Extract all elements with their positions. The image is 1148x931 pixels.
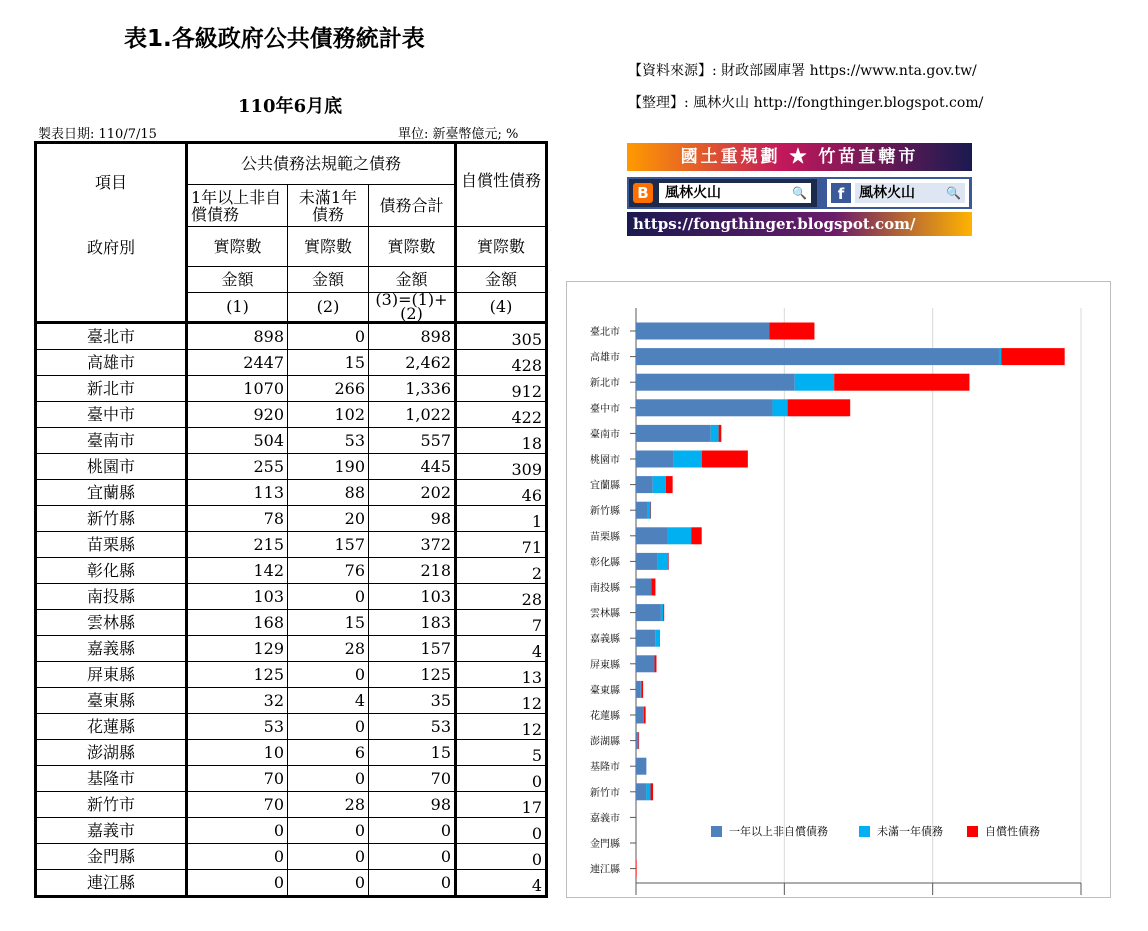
row-gov-name: 連江縣 xyxy=(36,870,187,897)
bar-self-liquidating xyxy=(636,860,637,877)
table-row xyxy=(36,558,547,584)
row-col2-value: 0 xyxy=(288,714,369,740)
row-col1-value: 0 xyxy=(187,870,288,897)
table-row xyxy=(36,584,547,610)
category-label: 宜蘭縣 xyxy=(590,480,620,492)
header-self-liquidating: 自償性債務 xyxy=(456,143,547,227)
row-col3-value: 372 xyxy=(369,532,456,558)
row-col4-value: 13 xyxy=(456,662,547,688)
bar-long-term xyxy=(636,502,648,519)
row-col2-value: 0 xyxy=(288,766,369,792)
bar-short-term xyxy=(655,630,659,647)
row-gov-name: 新竹縣 xyxy=(36,506,187,532)
row-col4-value: 4 xyxy=(456,636,547,662)
bar-long-term xyxy=(636,399,772,416)
legend-swatch xyxy=(859,826,870,837)
category-label: 金門縣 xyxy=(590,839,620,850)
row-col3-value: 157 xyxy=(369,636,456,662)
row-col1-value: 215 xyxy=(187,532,288,558)
row-col3-value: 557 xyxy=(369,428,456,454)
row-col1-value: 103 xyxy=(187,584,288,610)
row-gov-name: 臺東縣 xyxy=(36,688,187,714)
bar-self-liquidating xyxy=(651,502,652,519)
row-col1-value: 129 xyxy=(187,636,288,662)
row-col4-value: 305 xyxy=(456,323,547,350)
row-col1-value: 113 xyxy=(187,480,288,506)
bar-long-term xyxy=(636,630,655,647)
row-col1-value: 0 xyxy=(187,818,288,844)
header-n4: (4) xyxy=(456,293,547,323)
bar-self-liquidating xyxy=(651,579,655,596)
row-gov-name: 彰化縣 xyxy=(36,558,187,584)
row-col2-value: 190 xyxy=(288,454,369,480)
table-row xyxy=(36,740,547,766)
row-col2-value: 28 xyxy=(288,792,369,818)
bar-self-liquidating xyxy=(651,783,654,800)
header-group: 公共債務法規範之債務 xyxy=(187,143,456,185)
row-col1-value: 168 xyxy=(187,610,288,636)
table-row xyxy=(36,688,547,714)
row-gov-name: 臺南市 xyxy=(36,428,187,454)
debt-chart-svg xyxy=(567,282,1112,899)
row-col1-value: 0 xyxy=(187,844,288,870)
legend-label: 一年以上非自償債務 xyxy=(729,825,828,838)
bar-short-term xyxy=(648,502,651,519)
header-n1: (1) xyxy=(187,293,288,323)
date-label: 製表日期: 110/7/15 xyxy=(38,127,157,142)
row-col1-value: 70 xyxy=(187,766,288,792)
row-col3-value: 1,022 xyxy=(369,402,456,428)
row-gov-name: 新北市 xyxy=(36,376,187,402)
row-col4-value: 18 xyxy=(456,428,547,454)
header-actual-4: 實際數 xyxy=(456,227,547,267)
legend-label: 自償性債務 xyxy=(985,825,1040,838)
row-col2-value: 76 xyxy=(288,558,369,584)
row-gov-name: 高雄市 xyxy=(36,350,187,376)
row-gov-name: 臺北市 xyxy=(36,323,187,350)
row-col4-value: 12 xyxy=(456,714,547,740)
row-col3-value: 2,462 xyxy=(369,350,456,376)
table-row xyxy=(36,402,547,428)
category-label: 新竹縣 xyxy=(590,506,620,518)
source-line[interactable]: 【資料來源】: 財政部國庫署 https://www.nta.gov.tw/ xyxy=(628,63,977,79)
row-col4-value: 46 xyxy=(456,480,547,506)
row-gov-name: 花蓮縣 xyxy=(36,714,187,740)
row-col4-value: 428 xyxy=(456,350,547,376)
bar-long-term xyxy=(636,681,641,698)
row-gov-name: 嘉義縣 xyxy=(36,636,187,662)
header-gov: 政府別 xyxy=(36,227,187,323)
row-gov-name: 南投縣 xyxy=(36,584,187,610)
unit-label: 單位: 新臺幣億元; % xyxy=(398,127,519,142)
row-gov-name: 澎湖縣 xyxy=(36,740,187,766)
row-col4-value: 912 xyxy=(456,376,547,402)
row-col2-value: 0 xyxy=(288,662,369,688)
blogger-name xyxy=(659,183,811,203)
row-col1-value: 142 xyxy=(187,558,288,584)
bar-self-liquidating xyxy=(691,527,702,544)
row-col4-value: 2 xyxy=(456,558,547,584)
blog-banner[interactable] xyxy=(627,143,972,236)
debt-table xyxy=(34,141,548,898)
row-col2-value: 88 xyxy=(288,480,369,506)
row-col1-value: 70 xyxy=(187,792,288,818)
bar-long-term xyxy=(636,783,646,800)
header-amount-2: 金額 xyxy=(288,267,369,293)
bar-short-term xyxy=(999,348,1001,365)
row-col3-value: 898 xyxy=(369,323,456,350)
bar-self-liquidating xyxy=(668,553,669,570)
category-label: 臺中市 xyxy=(590,403,620,415)
row-gov-name: 基隆市 xyxy=(36,766,187,792)
bar-short-term xyxy=(657,553,668,570)
bar-self-liquidating xyxy=(769,323,814,340)
bar-long-term xyxy=(636,732,637,749)
row-col3-value: 1,336 xyxy=(369,376,456,402)
table-row xyxy=(36,610,547,636)
row-col1-value: 898 xyxy=(187,323,288,350)
category-label: 彰化縣 xyxy=(590,557,620,569)
debt-chart xyxy=(566,281,1111,898)
blogger-name-text: 風林火山 xyxy=(665,185,721,201)
category-label: 新竹市 xyxy=(590,787,620,799)
table-row xyxy=(36,636,547,662)
search-icon: 🔍 xyxy=(792,186,807,200)
bar-self-liquidating xyxy=(788,399,851,416)
compiled-line[interactable]: 【整理】: 風林火山 http://fongthinger.blogspot.com/ xyxy=(628,95,984,111)
table-row xyxy=(36,480,547,506)
document-title: 表1.各級政府公共債務統計表 xyxy=(124,26,425,52)
row-gov-name: 苗栗縣 xyxy=(36,532,187,558)
row-col4-value: 7 xyxy=(456,610,547,636)
row-col1-value: 255 xyxy=(187,454,288,480)
bar-short-term xyxy=(641,681,642,698)
bar-long-term xyxy=(636,579,651,596)
bar-short-term xyxy=(711,425,719,442)
bar-long-term xyxy=(636,374,795,391)
row-col1-value: 78 xyxy=(187,506,288,532)
row-col2-value: 15 xyxy=(288,610,369,636)
header-n3: (3)=(1)+(2) xyxy=(369,293,456,323)
row-gov-name: 宜蘭縣 xyxy=(36,480,187,506)
row-col2-value: 157 xyxy=(288,532,369,558)
bar-self-liquidating xyxy=(659,630,660,647)
row-gov-name: 嘉義市 xyxy=(36,818,187,844)
row-col3-value: 70 xyxy=(369,766,456,792)
bar-short-term xyxy=(674,451,702,468)
row-gov-name: 屏東縣 xyxy=(36,662,187,688)
category-label: 桃園市 xyxy=(590,455,620,466)
category-label: 新北市 xyxy=(590,378,620,390)
header-actual-1: 實際數 xyxy=(187,227,288,267)
bar-long-term xyxy=(636,553,657,570)
bar-long-term xyxy=(636,604,661,621)
row-gov-name: 雲林縣 xyxy=(36,610,187,636)
category-label: 苗栗縣 xyxy=(590,531,620,543)
row-gov-name: 新竹市 xyxy=(36,792,187,818)
header-col1: 1年以上非自償債務 xyxy=(187,185,288,227)
table-row xyxy=(36,532,547,558)
header-amount-4: 金額 xyxy=(456,267,547,293)
header-actual-3: 實際數 xyxy=(369,227,456,267)
row-col2-value: 0 xyxy=(288,844,369,870)
row-col3-value: 0 xyxy=(369,844,456,870)
row-col3-value: 98 xyxy=(369,506,456,532)
category-label: 臺北市 xyxy=(590,327,620,338)
row-col1-value: 1070 xyxy=(187,376,288,402)
row-col3-value: 0 xyxy=(369,870,456,897)
row-col4-value: 12 xyxy=(456,688,547,714)
row-col4-value: 0 xyxy=(456,844,547,870)
category-label: 南投縣 xyxy=(590,583,620,594)
header-amount-1: 金額 xyxy=(187,267,288,293)
bar-self-liquidating xyxy=(655,655,657,672)
category-label: 臺南市 xyxy=(590,429,620,441)
banner-url[interactable]: https://fongthinger.blogspot.com/ xyxy=(627,212,972,236)
row-col4-value: 5 xyxy=(456,740,547,766)
bar-long-term xyxy=(636,655,655,672)
bar-long-term xyxy=(636,527,668,544)
document-subtitle: 110年6月底 xyxy=(238,96,343,117)
table-row xyxy=(36,662,547,688)
table-row xyxy=(36,844,547,870)
bar-long-term xyxy=(636,425,711,442)
row-col3-value: 218 xyxy=(369,558,456,584)
bar-short-term xyxy=(668,527,691,544)
row-col1-value: 53 xyxy=(187,714,288,740)
bar-short-term xyxy=(637,732,638,749)
table-row xyxy=(36,350,547,376)
bar-self-liquidating xyxy=(666,476,673,493)
row-col2-value: 20 xyxy=(288,506,369,532)
row-col2-value: 28 xyxy=(288,636,369,662)
bar-self-liquidating xyxy=(719,425,722,442)
facebook-icon: f xyxy=(831,183,851,203)
row-col1-value: 32 xyxy=(187,688,288,714)
category-label: 連江縣 xyxy=(590,864,620,876)
category-label: 雲林縣 xyxy=(590,608,620,620)
bar-self-liquidating xyxy=(702,451,748,468)
header-col3: 債務合計 xyxy=(369,185,456,227)
facebook-name-text: 風林火山 xyxy=(859,185,915,201)
table-row xyxy=(36,454,547,480)
row-col2-value: 4 xyxy=(288,688,369,714)
row-col3-value: 103 xyxy=(369,584,456,610)
row-col1-value: 504 xyxy=(187,428,288,454)
table-row xyxy=(36,376,547,402)
bar-short-term xyxy=(661,604,663,621)
row-col4-value: 17 xyxy=(456,792,547,818)
bar-long-term xyxy=(636,323,769,340)
header-amount-3: 金額 xyxy=(369,267,456,293)
facebook-name xyxy=(855,183,965,203)
bar-short-term xyxy=(653,476,666,493)
row-col4-value: 28 xyxy=(456,584,547,610)
row-col4-value: 4 xyxy=(456,870,547,897)
category-label: 臺東縣 xyxy=(590,685,620,697)
row-col1-value: 10 xyxy=(187,740,288,766)
facebook-link[interactable] xyxy=(827,179,969,207)
category-label: 澎湖縣 xyxy=(590,736,620,748)
table-row xyxy=(36,766,547,792)
row-col4-value: 309 xyxy=(456,454,547,480)
row-col1-value: 2447 xyxy=(187,350,288,376)
table-row xyxy=(36,818,547,844)
bar-long-term xyxy=(636,348,999,365)
row-col3-value: 202 xyxy=(369,480,456,506)
header-item: 項目 xyxy=(36,143,187,227)
row-col4-value: 0 xyxy=(456,818,547,844)
row-col2-value: 6 xyxy=(288,740,369,766)
row-gov-name: 臺中市 xyxy=(36,402,187,428)
row-col3-value: 125 xyxy=(369,662,456,688)
row-gov-name: 金門縣 xyxy=(36,844,187,870)
table-row xyxy=(36,428,547,454)
row-col2-value: 0 xyxy=(288,323,369,350)
row-col2-value: 53 xyxy=(288,428,369,454)
search-icon: 🔍 xyxy=(946,186,961,200)
bar-self-liquidating xyxy=(638,732,639,749)
row-col2-value: 102 xyxy=(288,402,369,428)
bar-long-term xyxy=(636,707,644,724)
banner-social-bar xyxy=(627,177,972,209)
legend-label: 未滿一年債務 xyxy=(877,825,943,838)
row-col2-value: 0 xyxy=(288,584,369,610)
row-col2-value: 0 xyxy=(288,870,369,897)
row-col1-value: 125 xyxy=(187,662,288,688)
bar-self-liquidating xyxy=(663,604,664,621)
bar-long-term xyxy=(636,476,653,493)
blogger-link[interactable] xyxy=(629,179,817,207)
row-col1-value: 920 xyxy=(187,402,288,428)
row-col3-value: 98 xyxy=(369,792,456,818)
row-col3-value: 183 xyxy=(369,610,456,636)
row-gov-name: 桃園市 xyxy=(36,454,187,480)
blogger-icon: B xyxy=(633,183,653,203)
row-col3-value: 0 xyxy=(369,818,456,844)
row-col3-value: 53 xyxy=(369,714,456,740)
table-row xyxy=(36,870,547,897)
bar-short-term xyxy=(795,374,834,391)
table-row xyxy=(36,323,547,350)
row-col3-value: 35 xyxy=(369,688,456,714)
bar-self-liquidating xyxy=(641,681,643,698)
row-col4-value: 1 xyxy=(456,506,547,532)
row-col4-value: 0 xyxy=(456,766,547,792)
category-label: 嘉義縣 xyxy=(590,634,620,646)
row-col3-value: 15 xyxy=(369,740,456,766)
table-row xyxy=(36,506,547,532)
category-label: 屏東縣 xyxy=(590,659,620,671)
legend-swatch xyxy=(967,826,978,837)
bar-long-term xyxy=(636,451,674,468)
row-col4-value: 71 xyxy=(456,532,547,558)
bar-self-liquidating xyxy=(644,707,646,724)
header-n2: (2) xyxy=(288,293,369,323)
bar-short-term xyxy=(772,399,787,416)
row-col4-value: 422 xyxy=(456,402,547,428)
row-col2-value: 0 xyxy=(288,818,369,844)
table-row xyxy=(36,714,547,740)
row-col3-value: 445 xyxy=(369,454,456,480)
category-label: 基隆市 xyxy=(590,762,620,774)
bar-self-liquidating xyxy=(1001,348,1064,365)
table-row xyxy=(36,792,547,818)
category-label: 嘉義市 xyxy=(590,813,620,825)
row-col2-value: 266 xyxy=(288,376,369,402)
bar-short-term xyxy=(646,783,650,800)
category-label: 高雄市 xyxy=(590,352,620,364)
bar-self-liquidating xyxy=(834,374,969,391)
row-col2-value: 15 xyxy=(288,350,369,376)
legend-swatch xyxy=(711,826,722,837)
category-label: 花蓮縣 xyxy=(590,711,620,722)
header-actual-2: 實際數 xyxy=(288,227,369,267)
banner-slogan: 國土重規劃 ★ 竹苗直轄市 xyxy=(627,143,972,171)
bar-long-term xyxy=(636,758,646,775)
header-col2: 未滿1年債務 xyxy=(288,185,369,227)
